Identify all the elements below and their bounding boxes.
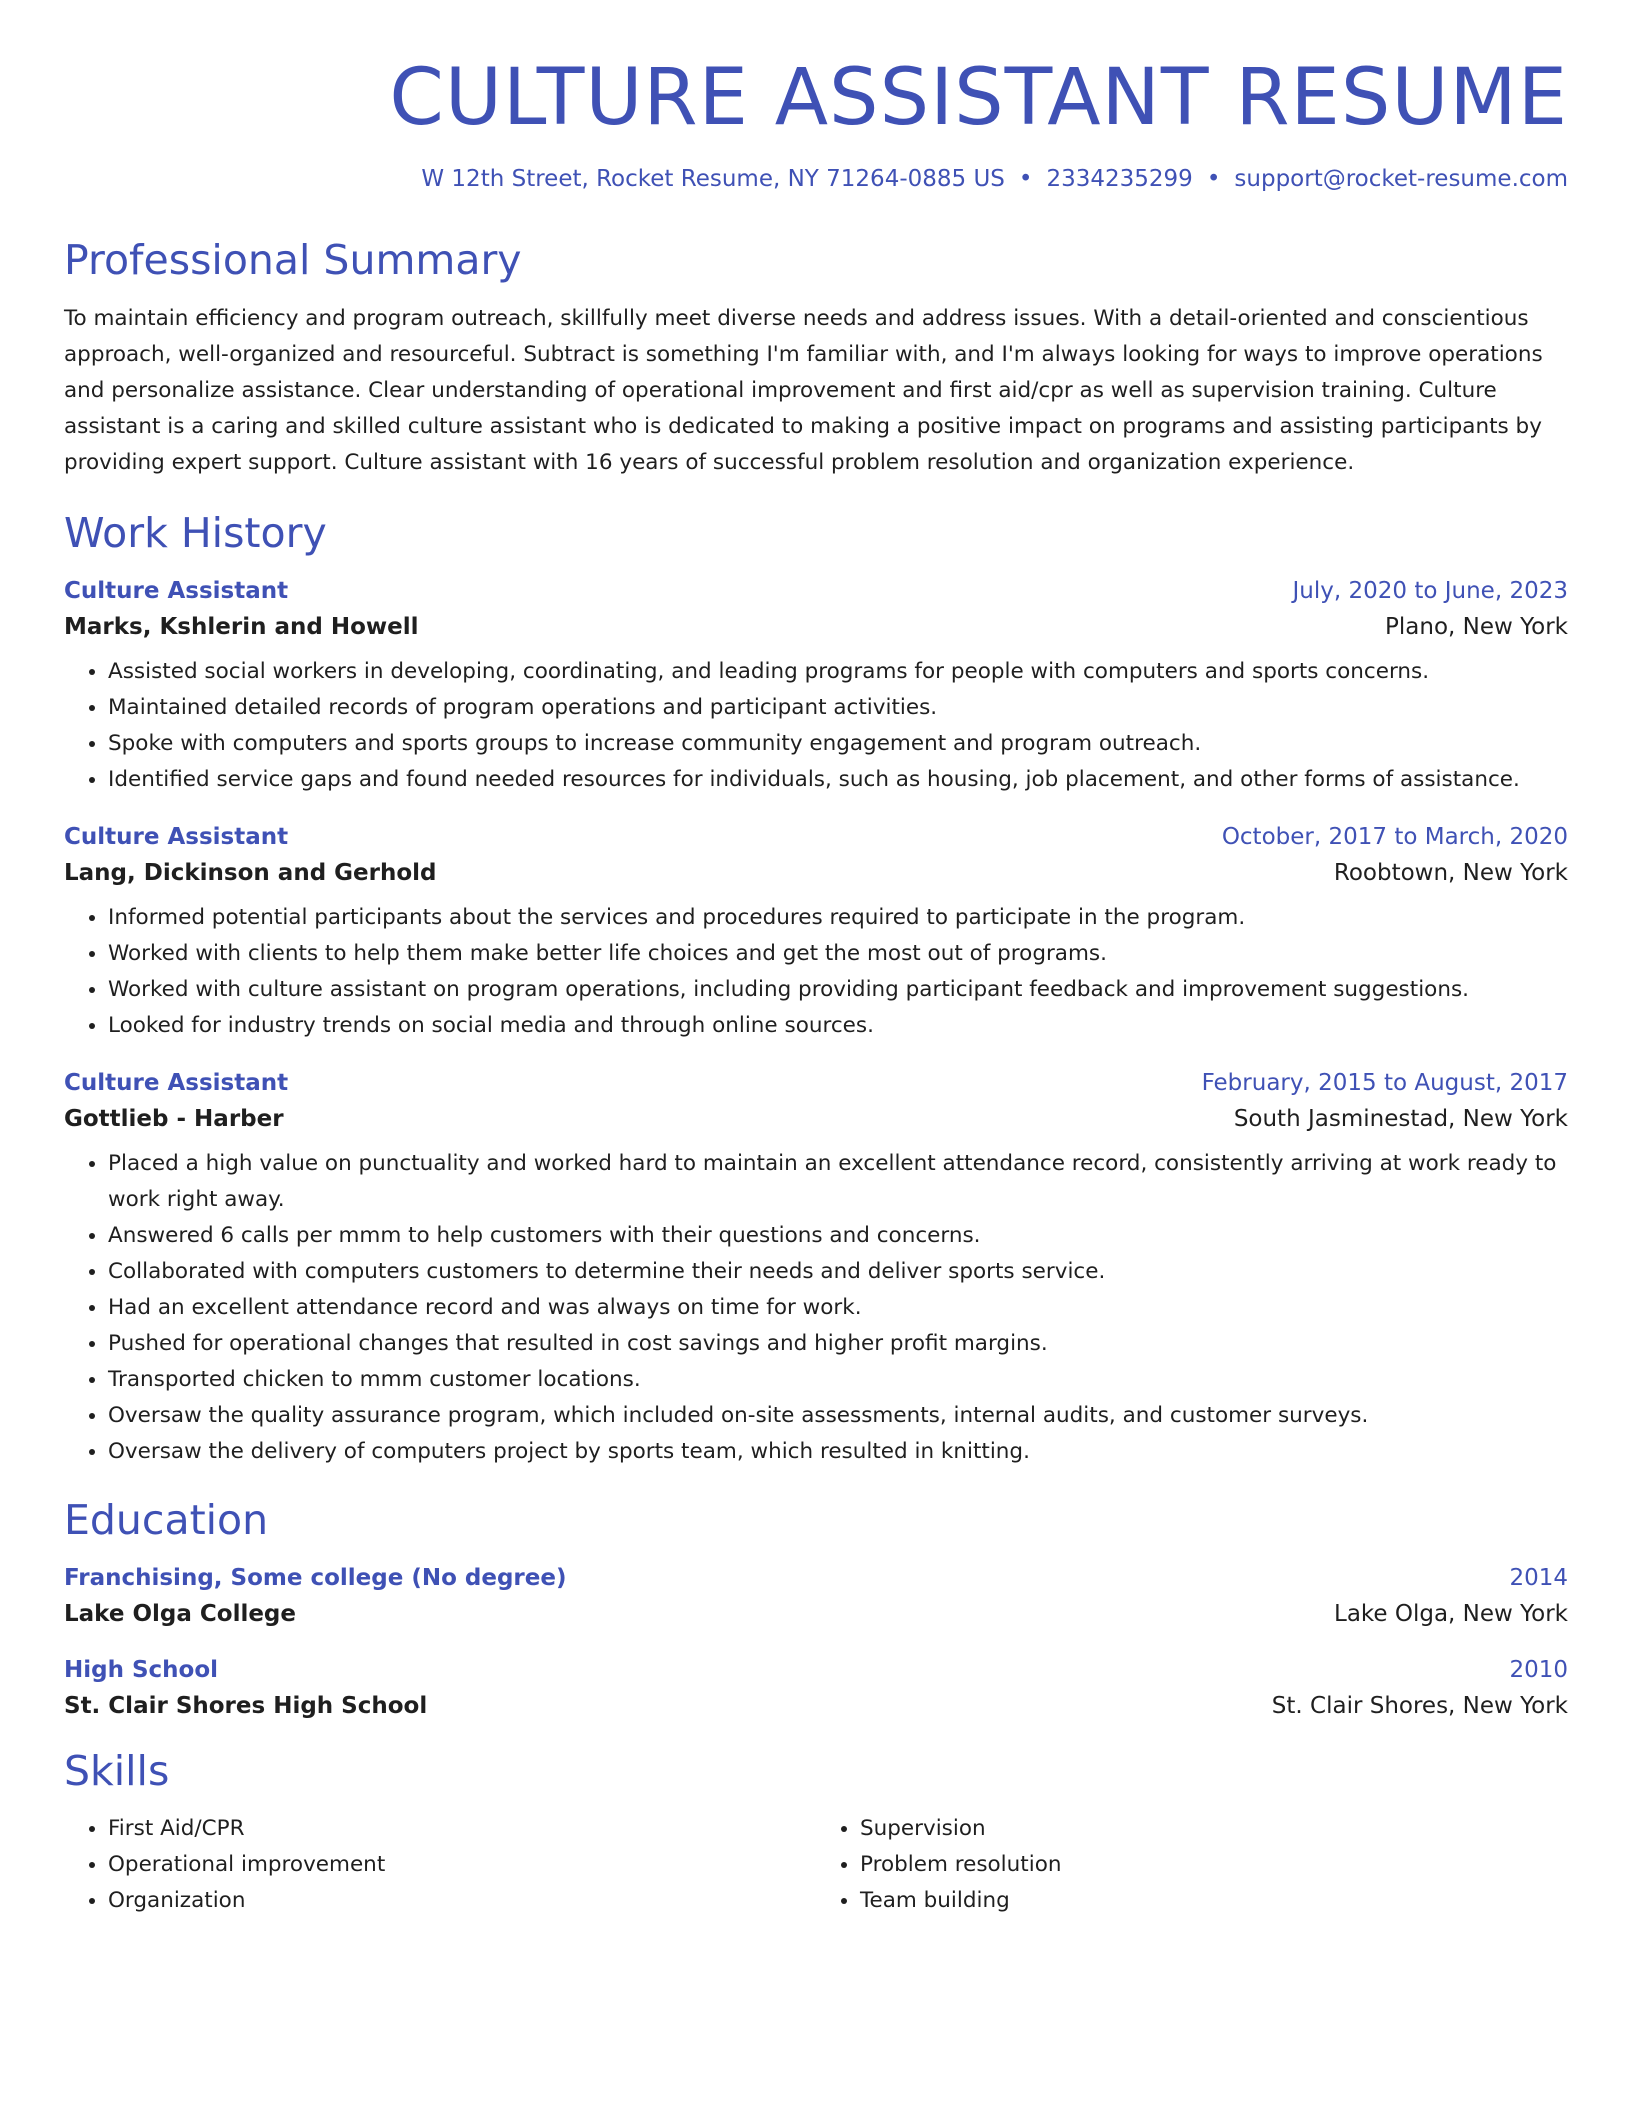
- skills-grid: [64, 1811, 1568, 1919]
- summary-text: To maintain efficiency and program outreach, skillfully meet diverse needs and address issues. With a detail-oriented and conscientious approach, well-organized and resourceful. Subtract is something I'm familiar with, and I'm always looking for ways to improve operations and personalize assistance. Clear understanding of operational improvement and first aid/cpr as well as supervision training. Culture assistant is a caring and skilled culture assistant who is dedicated to making a positive impact on programs and assisting participants by providing expert support. Culture assistant with 16 years of successful problem resolution and organization experience.: [64, 305, 1543, 475]
- degree-name: Franchising, Some college (No degree): [64, 1565, 567, 1592]
- company-name: Gottlieb - Harber: [64, 1106, 284, 1133]
- job-entry: [64, 1070, 1568, 1470]
- job-dates: October, 2017 to March, 2020: [1221, 824, 1568, 851]
- job-title: Culture Assistant: [64, 1070, 289, 1097]
- job-bullet: • Answered 6 calls per mmm to help customers with their questions and concerns.: [108, 1218, 1568, 1254]
- skill-item: • First Aid/CPR: [108, 1811, 816, 1847]
- skills-list: [64, 1811, 816, 1919]
- job-bullet: • Looked for industry trends on social media and through online sources.: [108, 1008, 1568, 1044]
- phone-text: 2334235299: [1046, 165, 1193, 192]
- job-dates: July, 2020 to June, 2023: [1292, 578, 1568, 605]
- job-bullets: [64, 1146, 1568, 1470]
- skills-column-right: [816, 1811, 1568, 1919]
- skill-item: • Team building: [860, 1883, 1568, 1919]
- job-bullet: • Pushed for operational changes that resulted in cost savings and higher profit margins.: [108, 1326, 1568, 1362]
- job-header-row: [64, 1070, 1568, 1096]
- job-dates: February, 2015 to August, 2017: [1201, 1070, 1568, 1097]
- job-location: South Jasminestad, New York: [1233, 1106, 1568, 1133]
- skill-item: • Organization: [108, 1883, 816, 1919]
- job-bullet: • Worked with clients to help them make better life choices and get the most out of programs.: [108, 936, 1568, 972]
- job-entry: [64, 824, 1568, 1044]
- skills-column-left: [64, 1811, 816, 1919]
- job-bullet: • Spoke with computers and sports groups to increase community engagement and program outreach.: [108, 726, 1568, 762]
- school-name: Lake Olga College: [64, 1601, 296, 1628]
- address-text: W 12th Street, Rocket Resume, NY 71264-0885 US: [421, 165, 1005, 192]
- job-header-row: [64, 578, 1568, 604]
- job-title: Culture Assistant: [64, 824, 289, 851]
- skill-item: • Operational improvement: [108, 1847, 816, 1883]
- job-title: Culture Assistant: [64, 578, 289, 605]
- job-bullet: • Maintained detailed records of program operations and participant activities.: [108, 690, 1568, 726]
- job-bullet: • Worked with culture assistant on program operations, including providing participant feedback and improvement suggestions.: [108, 972, 1568, 1008]
- contact-separator: •: [1018, 165, 1033, 192]
- company-name: Lang, Dickinson and Gerhold: [64, 860, 437, 887]
- education-entry: [64, 1657, 1568, 1719]
- school-name: St. Clair Shores High School: [64, 1693, 428, 1720]
- job-bullet: • Informed potential participants about the services and procedures required to participate in the program.: [108, 900, 1568, 936]
- company-row: [64, 860, 1568, 886]
- education-heading: Education: [64, 1496, 269, 1545]
- degree-name: High School: [64, 1657, 219, 1684]
- job-bullets: [64, 654, 1568, 798]
- skills-heading: Skills: [64, 1747, 170, 1796]
- skill-item: • Supervision: [860, 1811, 1568, 1847]
- company-name: Marks, Kshlerin and Howell: [64, 614, 419, 641]
- graduation-year: 2014: [1509, 1565, 1568, 1592]
- education-entry: [64, 1565, 1568, 1627]
- resume-title: CULTURE ASSISTANT RESUME: [389, 53, 1568, 143]
- job-location: Plano, New York: [1385, 614, 1568, 641]
- job-bullet: • Oversaw the delivery of computers project by sports team, which resulted in knitting.: [108, 1434, 1568, 1470]
- school-row: [64, 1601, 1568, 1627]
- job-bullet: • Assisted social workers in developing, coordinating, and leading programs for people with computers and sports concerns.: [108, 654, 1568, 690]
- education-header-row: [64, 1565, 1568, 1591]
- job-header-row: [64, 824, 1568, 850]
- work-history-heading: Work History: [64, 508, 327, 557]
- summary-heading: Professional Summary: [64, 235, 522, 284]
- job-bullet: • Identified service gaps and found needed resources for individuals, such as housing, job placement, and other forms of assistance.: [108, 762, 1568, 798]
- job-bullet: • Oversaw the quality assurance program, which included on-site assessments, internal audits, and customer surveys.: [108, 1398, 1568, 1434]
- contact-line: [64, 166, 1568, 192]
- school-location: Lake Olga, New York: [1334, 1601, 1568, 1628]
- job-bullets: [64, 900, 1568, 1044]
- graduation-year: 2010: [1509, 1657, 1568, 1684]
- skill-item: • Problem resolution: [860, 1847, 1568, 1883]
- job-bullet: • Had an excellent attendance record and was always on time for work.: [108, 1290, 1568, 1326]
- contact-separator: •: [1206, 165, 1221, 192]
- school-location: St. Clair Shores, New York: [1271, 1693, 1568, 1720]
- company-row: [64, 1106, 1568, 1132]
- job-location: Roobtown, New York: [1333, 860, 1568, 887]
- job-bullet: • Placed a high value on punctuality and worked hard to maintain an excellent attendance record, consistently arriving at work ready to work right away.: [108, 1146, 1568, 1218]
- job-bullet: • Transported chicken to mmm customer locations.: [108, 1362, 1568, 1398]
- email-text: support@rocket-resume.com: [1234, 165, 1568, 192]
- company-row: [64, 614, 1568, 640]
- job-bullet: • Collaborated with computers customers to determine their needs and deliver sports service.: [108, 1254, 1568, 1290]
- job-entry: [64, 578, 1568, 798]
- school-row: [64, 1693, 1568, 1719]
- education-header-row: [64, 1657, 1568, 1683]
- skills-list: [816, 1811, 1568, 1919]
